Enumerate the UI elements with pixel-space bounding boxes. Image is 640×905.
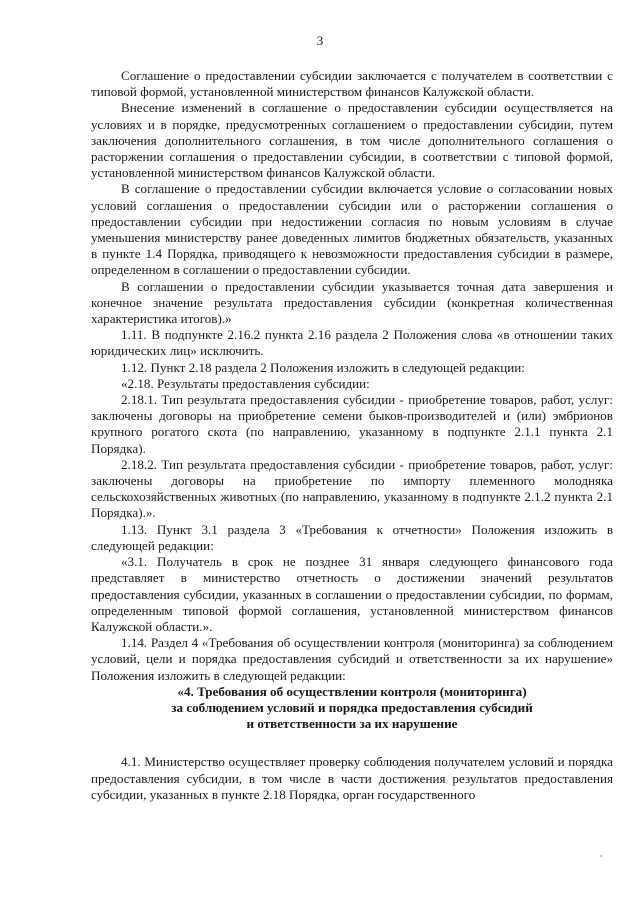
paragraph: Соглашение о предоставлении субсидии заключается с получателем в соответствии с типовой формой, установленной министерством финансов Калужской области.: [91, 68, 613, 100]
paragraph: 1.11. В подпункте 2.16.2 пункта 2.16 раздела 2 Положения слова «в отношении таких юридических лиц» исключить.: [91, 327, 613, 359]
paragraph: Внесение изменений в соглашение о предоставлении субсидии осуществляется на условиях и в порядке, предусмотренных соглашением о предоставлении субсидии, путем заключения дополнительного соглашения, в том числе дополнительного соглашения о расторжении соглашения о предоставлении субсидии, в соответствии с типовой формой, установленной министерством финансов Калужской области.: [91, 100, 613, 181]
scan-speck: [600, 855, 602, 857]
section-heading-line-3: и ответственности за их нарушение: [246, 716, 458, 732]
paragraph: 2.18.1. Тип результата предоставления субсидии - приобретение товаров, работ, услуг: заключены договоры на приобретение семени быков-производителей и (или) эмбрионов крупного рогатого скота (по направлению, указанному в подпункте 2.1.1 пункта 2.1 Порядка).: [91, 392, 613, 456]
document-body: [91, 68, 613, 803]
spacer: [91, 732, 613, 754]
section-heading-line-1: «4. Требования об осуществлении контроля (мониторинга): [177, 683, 527, 699]
paragraph: 1.13. Пункт 3.1 раздела 3 «Требования к отчетности» Положения изложить в следующей редакции:: [91, 521, 613, 553]
paragraph: 2.18.2. Тип результата предоставления субсидии - приобретение товаров, работ, услуг: заключены договоры на приобретение по импорту племенного молодняка сельскохозяйственных животных (по направлению, указанному в подпункте 2.1.2 пункта 2.1 Порядка).».: [91, 456, 613, 521]
paragraph: «3.1. Получатель в срок не позднее 31 января следующего финансового года представляет в министерство отчетность о достижении значений результатов предоставления субсидии, указанных в соглашении о предоставлении субсидии, по формам, определенным типовой формой соглашения, установленной министерством финансов Калужской области.».: [91, 554, 613, 634]
last-paragraph: 4.1. Министерство осуществляет проверку соблюдения получателем условий и порядка предоставления субсидии, в том числе в части достижения результатов предоставления субсидии, указанных в пункте 2.18 Порядка, орган государственного: [91, 754, 613, 802]
paragraph: «2.18. Результаты предоставления субсидии:: [121, 375, 370, 391]
paragraph: В соглашение о предоставлении субсидии включается условие о согласовании новых условий соглашения о предоставлении субсидии или о расторжении соглашения о предоставлении субсидии при недостижении согласия по новым условиям в случае уменьшения министерству ранее доведенных лимитов бюджетных обязательств, указанных в пункте 1.4 Порядка, приводящего к невозможности предоставления субсидии в размере, определенном в соглашении о предоставлении субсидии.: [91, 181, 613, 278]
paragraph: 1.12. Пункт 2.18 раздела 2 Положения изложить в следующей редакции:: [121, 359, 525, 375]
page-number: 3: [316, 33, 324, 48]
paragraph: 1.14. Раздел 4 «Требования об осуществлении контроля (мониторинга) за соблюдением условий, цели и порядка предоставления субсидий и ответственности за их нарушение» Положения изложить в следующей редакции:: [91, 635, 613, 683]
paragraph: В соглашении о предоставлении субсидии указывается точная дата завершения и конечное значение результата предоставления субсидии (конкретная количественная характеристика итогов).»: [91, 278, 613, 327]
section-heading-line-2: за соблюдением условий и порядка предоставления субсидий: [171, 699, 533, 715]
